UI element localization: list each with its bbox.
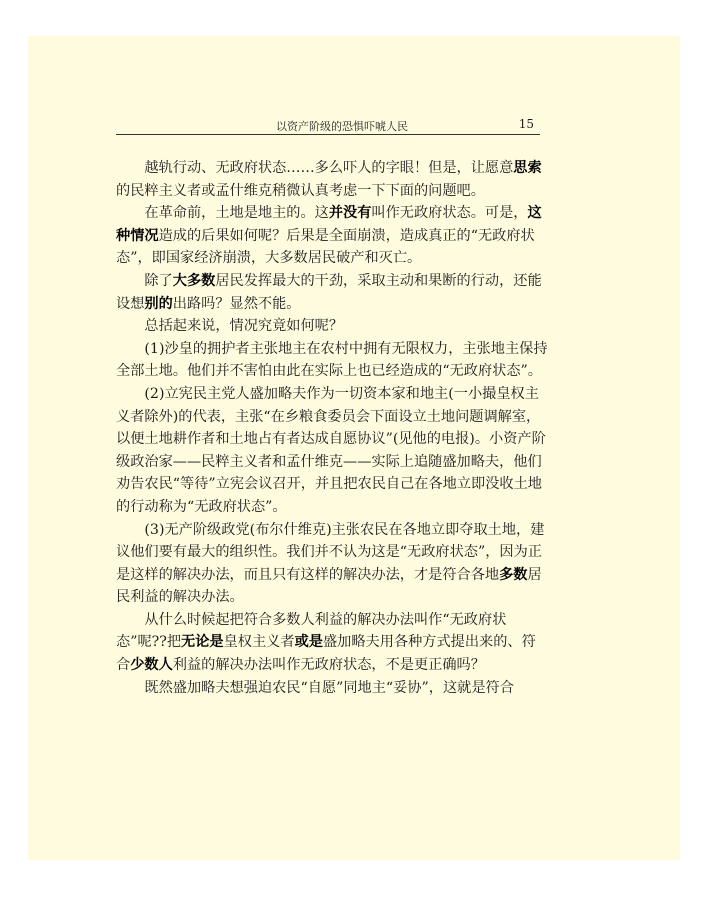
text-run: 出路吗？显然不能。 (172, 295, 301, 312)
paragraph (116, 157, 548, 202)
paragraph (116, 270, 548, 315)
text-run: 从什么时候起把符合多数人利益的解决办法叫作“无政府状态”呢??把 (116, 611, 507, 651)
text-run: (3)无产阶级政党(布尔什维克)主张农民在各地立即夺取土地，建议他们要有最大的组织性。我们并不认为这是“无政府状态”，因为正是这样的解决办法，而且只有这样的解决办法，才是符合各地 (116, 521, 545, 583)
emphasis-text: 或是 (294, 634, 323, 651)
text-run: 叫作无政府状态。可是， (371, 205, 528, 222)
text-run: 造成的后果如何呢？后果是全面崩溃，造成真正的“无政府状态”，即国家经济崩溃，大多数居民破产和灭亡。 (116, 227, 535, 267)
running-title: 以资产阶级的恐惧吓唬人民 (276, 120, 408, 133)
body-text (116, 157, 548, 699)
emphasis-text: 并没有 (328, 205, 372, 222)
paragraph (116, 519, 548, 609)
text-run: (1)沙皇的拥护者主张地主在农村中拥有无限权力，主张地主保持全部土地。他们并不害怕由此在实际上也已经造成的“无政府状态”。 (116, 340, 548, 380)
text-run: 的民粹主义者或孟什维克稍微认真考虑一下下面的问题吧。 (116, 182, 485, 199)
text-run: 居民发挥最大的干劲，采取主动和果断的行动，还能设想 (116, 272, 542, 312)
text-run: 居民利益的解决办法。 (116, 566, 542, 606)
text-run: 既然盛加略夫想强迫农民“自愿”同地主“妥协”，这就是符合 (144, 679, 514, 696)
text-run: 盛加略夫用各种方式提出来的、符合 (116, 634, 536, 674)
text-run: 越轨行动、无政府状态……多么吓人的字眼！但是，让愿意 (144, 160, 514, 176)
paragraph (116, 609, 548, 677)
text-run: 利益的解决办法叫作无政府状态，不是更正确吗？ (172, 657, 485, 674)
text-run: (2)立宪民主党人盛加略夫作为一切资本家和地主(一小撮皇权主义者除外)的代表，主张“在乡粮食委员会下面设立土地问题调解室，以便土地耕作者和土地占有者达成自愿协议”(见他的电报)。小资产阶级政治家——民粹主义者和孟什维克——实际上追随盛加略夫，他们劝告农民“等待”立宪会议召开，并且把农民自己在各地立即没收土地的行动称为“无政府状态”。 (116, 385, 546, 515)
text-run: 除了 (144, 272, 173, 289)
text-run: 总括起来说，情况究竟如何呢？ (144, 318, 344, 335)
paragraph (116, 315, 548, 338)
text-run: 在革命前，土地是地主的。这 (144, 205, 329, 222)
emphasis-text: 思索 (513, 160, 542, 176)
running-header (116, 116, 540, 135)
emphasis-text: 这种情况 (116, 205, 542, 244)
paragraph (116, 338, 548, 383)
emphasis-text: 别的 (144, 295, 173, 312)
page-number: 15 (518, 117, 534, 131)
paragraph (116, 383, 548, 519)
emphasis-text: 无论是 (181, 634, 224, 651)
paragraph (116, 677, 548, 700)
paragraph (116, 202, 548, 270)
emphasis-text: 少数人 (130, 657, 173, 674)
emphasis-text: 大多数 (172, 272, 216, 289)
text-run: 皇权主义者 (223, 634, 295, 651)
emphasis-text: 多数 (499, 566, 528, 583)
